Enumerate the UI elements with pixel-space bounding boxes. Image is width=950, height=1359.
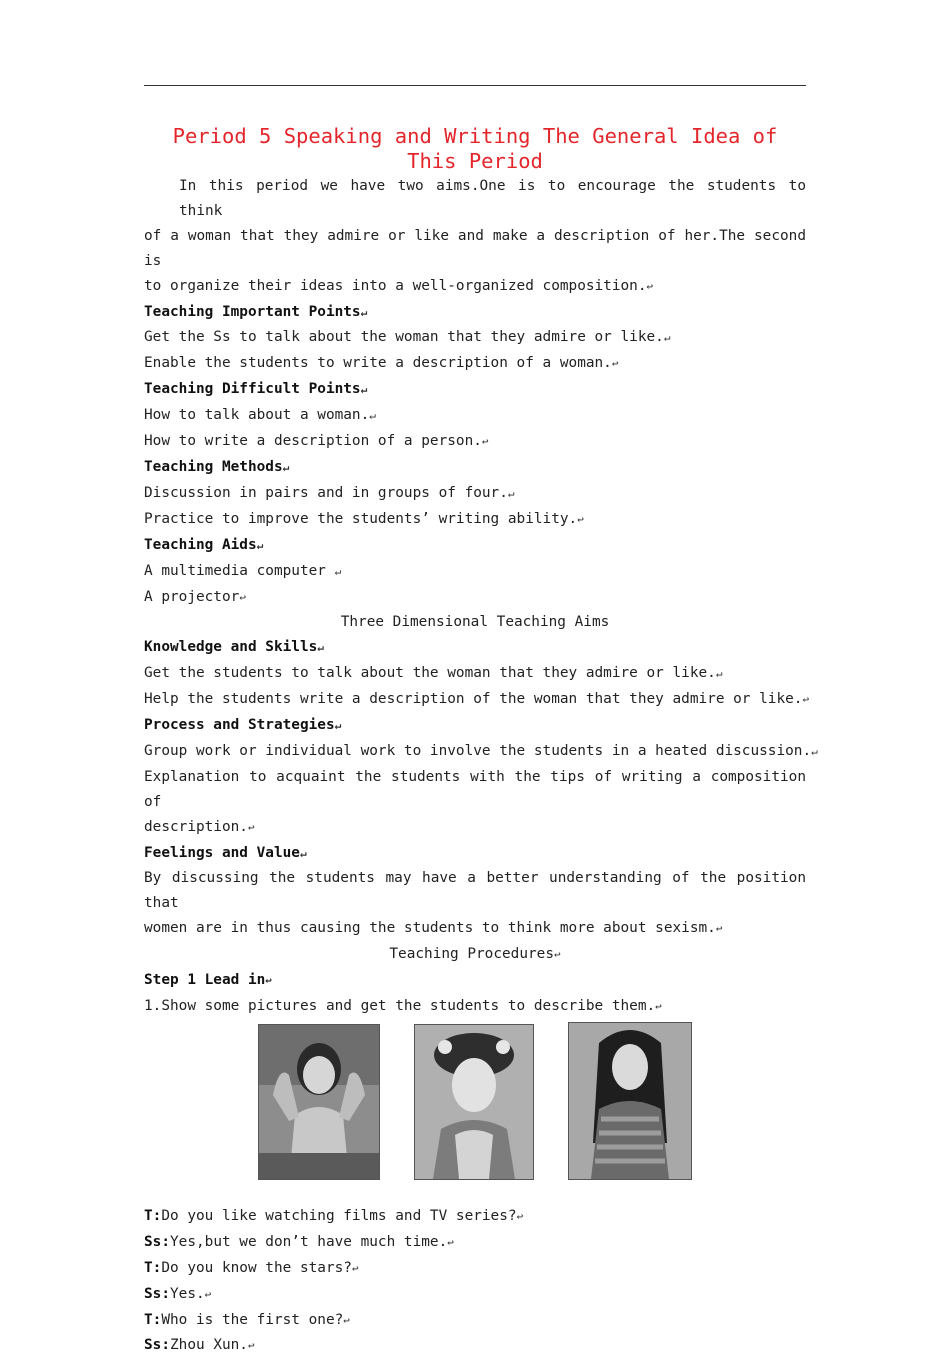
process-item: Group work or individual work to involve the students in a heated discussion.↵ <box>144 742 818 759</box>
important-item: Get the Ss to talk about the woman that they admire or like.↵ <box>144 329 671 346</box>
paragraph-mark: ↩ <box>646 279 654 293</box>
photo-star-1 <box>258 1024 380 1180</box>
paragraph-mark: ↩ <box>577 512 584 526</box>
page-title: Period 5 Speaking and Writing The General Idea of This Period <box>172 124 778 173</box>
difficult-heading: Teaching Difficult Points↵ <box>144 381 368 398</box>
header-rule <box>144 85 806 86</box>
intro-line-1: In this period we have two aims.One is to encourage the students to think <box>179 178 806 219</box>
dialogue-line: Ss:Zhou Xun.↩ <box>144 1337 255 1354</box>
knowledge-heading: Knowledge and Skills↵ <box>144 639 324 656</box>
feelings-heading: Feelings and Value↵ <box>144 844 307 861</box>
line-break-mark: ↵ <box>369 409 376 423</box>
important-heading: Teaching Important Points↵ <box>144 303 368 320</box>
methods-heading: Teaching Methods↵ <box>144 458 290 475</box>
aids-item: A projector↩ <box>144 588 246 605</box>
paragraph-mark: ↩ <box>265 974 272 988</box>
photo-star-2-image <box>415 1025 533 1179</box>
paragraph-mark: ↩ <box>802 693 810 707</box>
knowledge-item: Get the students to talk about the woman that they admire or like.↵ <box>144 665 723 682</box>
paragraph-mark: ↩ <box>655 1000 662 1013</box>
paragraph-mark: ↩ <box>247 820 255 834</box>
paragraph-mark: ↩ <box>715 922 723 936</box>
document-body <box>144 124 818 1359</box>
dialogue-line: T:Who is the first one?↩ <box>144 1311 350 1328</box>
aids-heading: Teaching Aids↵ <box>144 536 264 553</box>
step1-heading: Step 1 Lead in↩ <box>144 972 272 989</box>
line-break-mark: ↵ <box>715 667 723 681</box>
methods-item: Practice to improve the students’ writing ability.↩ <box>144 510 584 527</box>
line-break-mark: ↵ <box>282 460 290 474</box>
paragraph-mark: ↩ <box>247 1339 255 1353</box>
aids-item: A multimedia computer ↵ <box>144 562 342 579</box>
line-break-mark: ↵ <box>360 305 368 319</box>
line-break-mark: ↵ <box>299 846 307 860</box>
process-item: Explanation to acquaint the students with the tips of writing a composition of <box>144 768 806 810</box>
intro-line-3: to organize their ideas into a well-organized composition.↩ <box>144 277 654 294</box>
important-item: Enable the students to write a description of a woman.↩ <box>144 355 619 372</box>
dialogue-line: Ss:Yes.↩ <box>144 1285 212 1302</box>
step1-instruction: 1.Show some pictures and get the students to describe them.↩ <box>144 998 662 1014</box>
difficult-item: How to talk about a woman.↵ <box>144 407 376 424</box>
photo-star-3 <box>568 1022 692 1180</box>
intro-line-2: of a woman that they admire or like and make a description of her.The second is <box>144 227 806 269</box>
process-item: description.↩ <box>144 818 255 835</box>
paragraph-mark: ↩ <box>204 1287 212 1301</box>
aims-heading: Three Dimensional Teaching Aims <box>340 614 610 631</box>
feelings-item: women are in thus causing the students to think more about sexism.↩ <box>144 920 723 937</box>
dialogue-line: T:Do you know the stars?↩ <box>144 1259 359 1276</box>
line-break-mark: ↵ <box>317 641 324 655</box>
line-break-mark: ↵ <box>334 564 342 578</box>
paragraph-mark: ↩ <box>351 1261 359 1275</box>
dialogue-line: Ss:Yes,but we don’t have much time.↩ <box>144 1233 454 1250</box>
dialogue-line: T:Do you like watching films and TV series?↩ <box>144 1207 524 1224</box>
line-break-mark: ↵ <box>360 383 368 397</box>
difficult-item: How to write a description of a person.↩ <box>144 433 489 450</box>
photo-star-2 <box>414 1024 534 1180</box>
photo-star-3-image <box>569 1023 691 1179</box>
paragraph-mark: ↩ <box>239 590 246 604</box>
process-heading: Process and Strategies↵ <box>144 717 342 734</box>
line-break-mark: ↵ <box>811 744 818 758</box>
photo-row <box>144 1020 806 1204</box>
methods-item: Discussion in pairs and in groups of four.↵ <box>144 484 515 501</box>
paragraph-mark: ↩ <box>343 1313 350 1327</box>
feelings-item: By discussing the students may have a better understanding of the position that <box>144 870 806 912</box>
paragraph-mark: ↩ <box>447 1235 454 1249</box>
line-break-mark: ↵ <box>507 486 515 500</box>
line-break-mark: ↵ <box>334 719 342 733</box>
paragraph-mark: ↩ <box>481 435 489 449</box>
paragraph-mark: ↩ <box>516 1209 524 1223</box>
line-break-mark: ↵ <box>256 538 264 552</box>
paragraph-mark: ↩ <box>554 948 561 962</box>
line-break-mark: ↵ <box>663 331 671 345</box>
paragraph-mark: ↩ <box>611 357 619 371</box>
knowledge-item: Help the students write a description of the woman that they admire or like.↩ <box>144 691 810 708</box>
procedures-heading: Teaching Procedures↩ <box>389 946 561 963</box>
photo-star-1-image <box>259 1025 379 1179</box>
